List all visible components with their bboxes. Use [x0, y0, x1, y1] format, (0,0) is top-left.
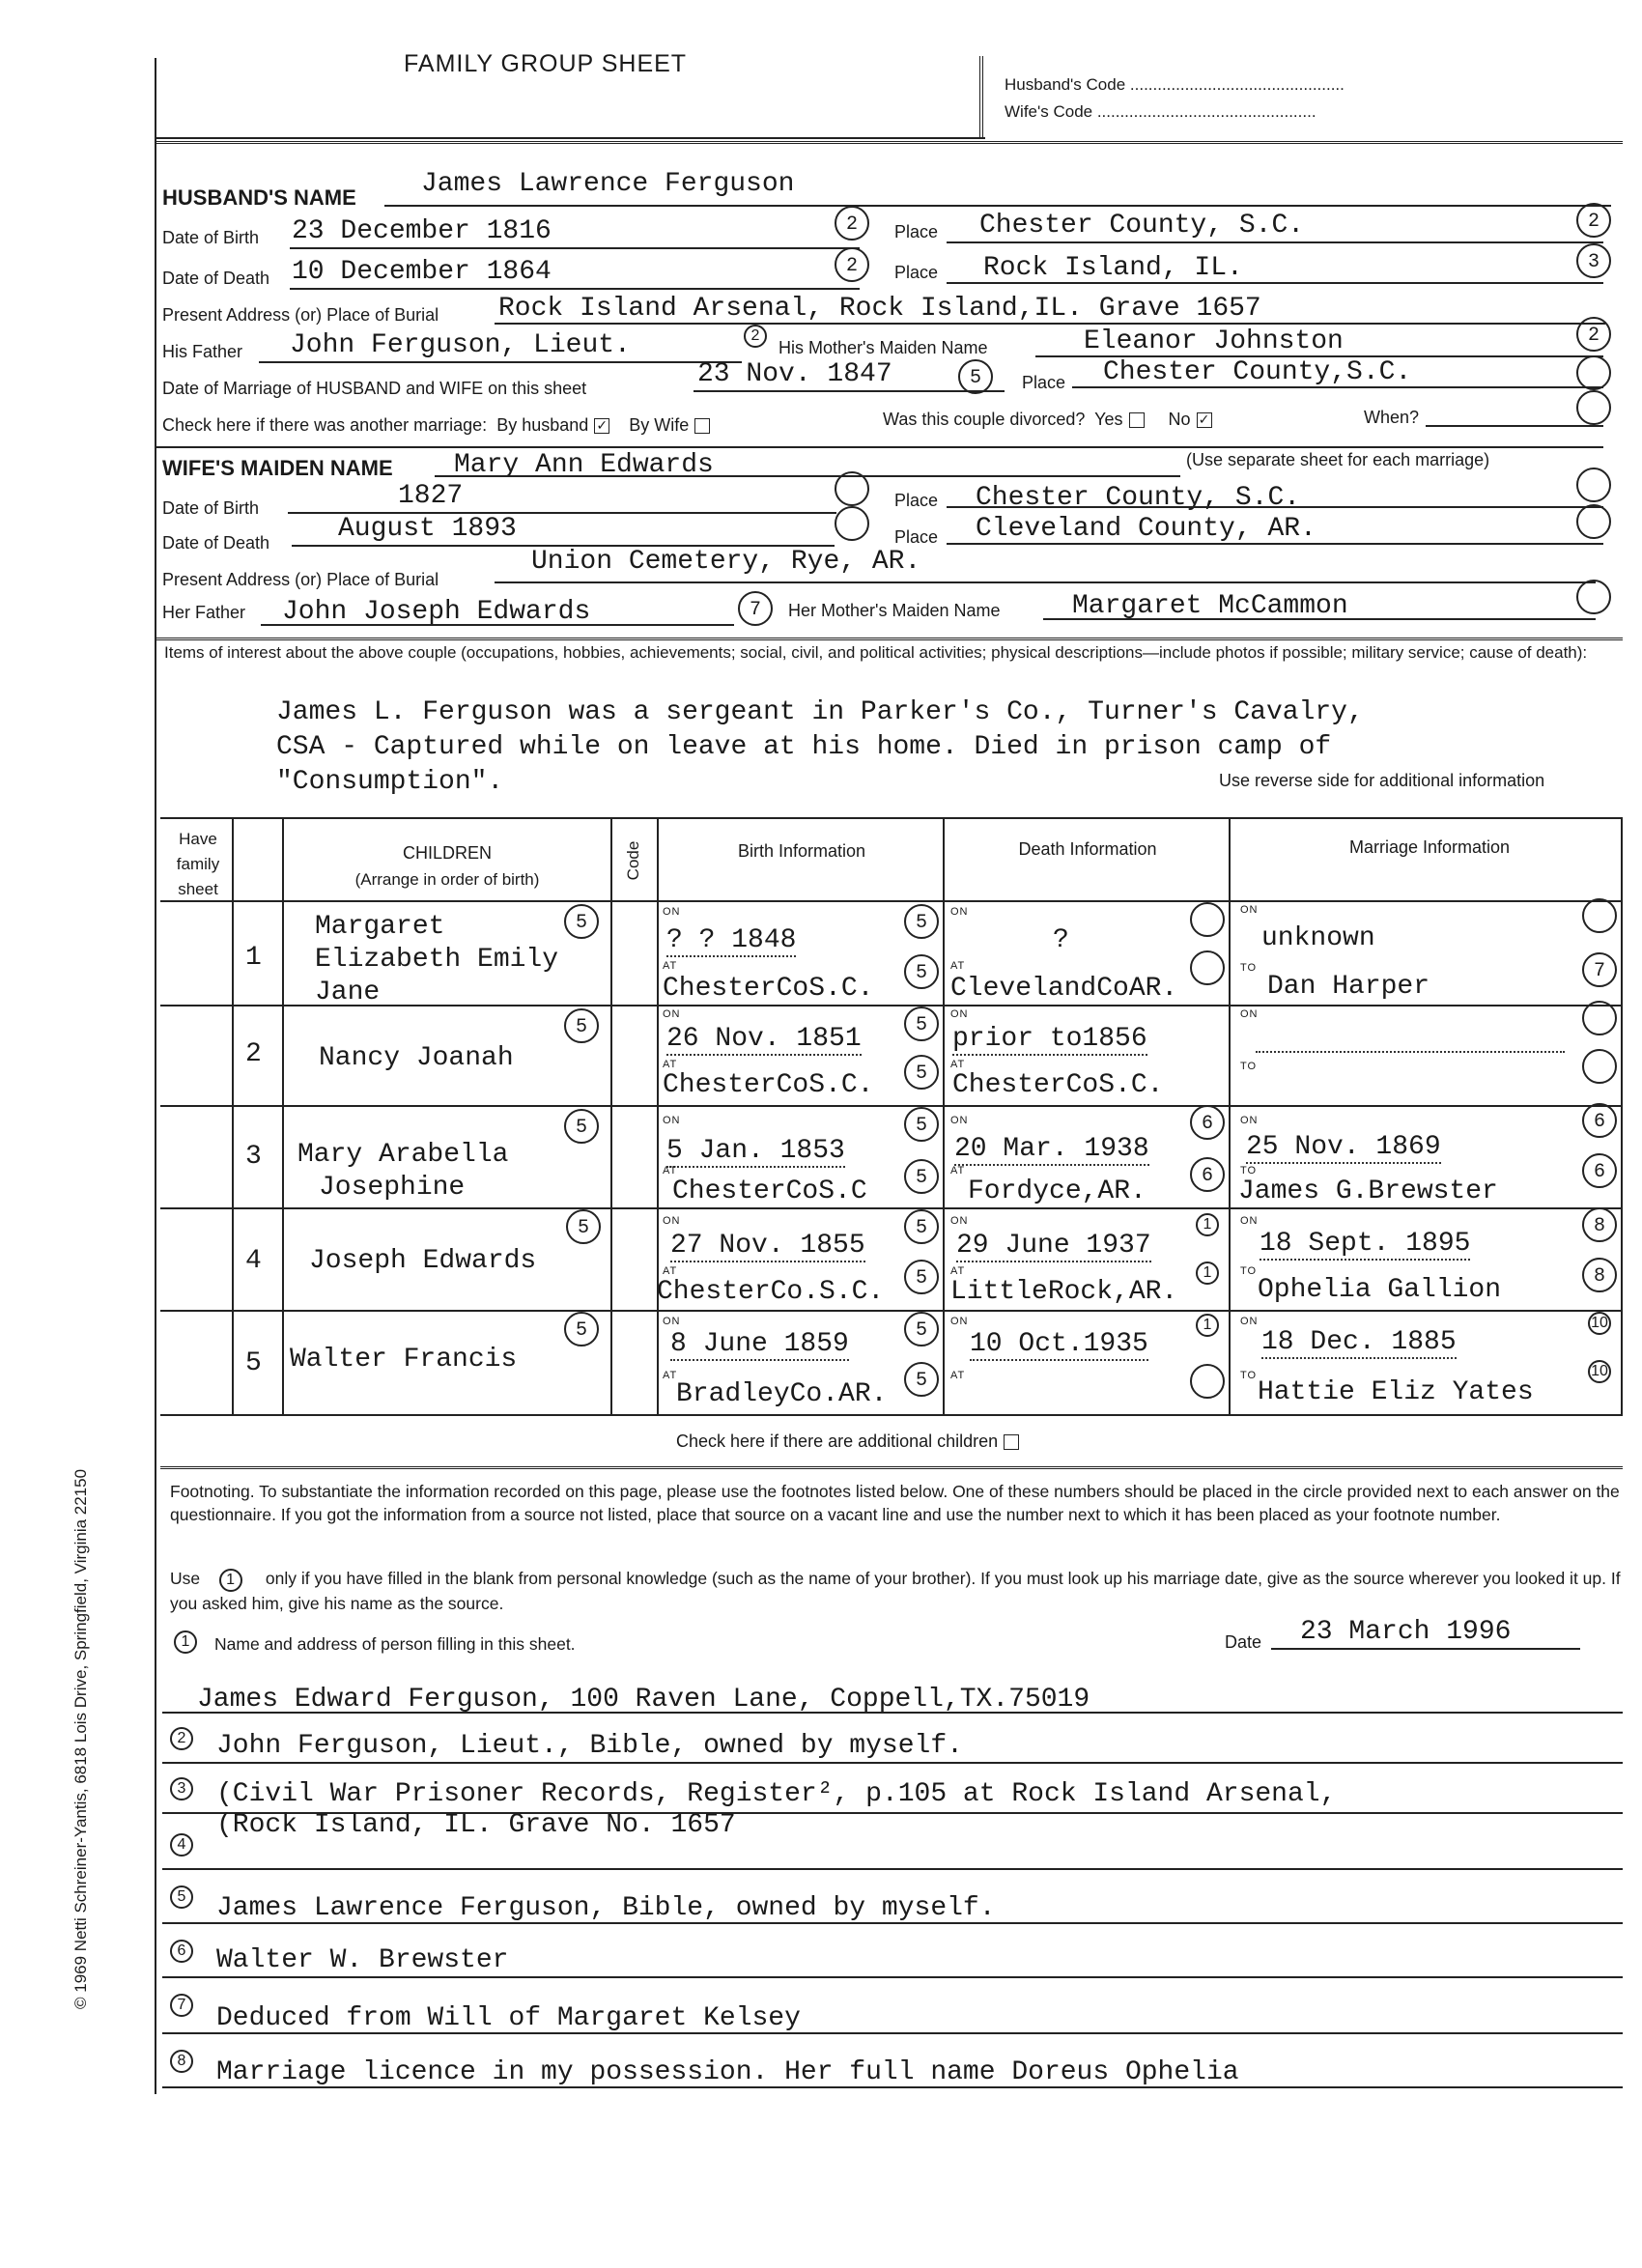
wife-burial-line	[495, 581, 1596, 583]
death-at-footnote[interactable]	[1190, 1364, 1225, 1399]
footnote-number: 7	[170, 1994, 193, 2017]
birth-on[interactable]: 5 Jan. 1853	[666, 1136, 845, 1166]
col-divider	[657, 817, 659, 1414]
husband-death-place-line	[947, 282, 1603, 284]
wife-name-line	[435, 475, 1180, 477]
birth-at[interactable]: ChesterCoS.C.	[663, 1070, 874, 1100]
birth-at[interactable]: BradleyCo.AR.	[676, 1379, 888, 1409]
interest-line-1[interactable]: James L. Ferguson was a sergeant in Parker's Co., Turner's Cavalry,	[276, 697, 1364, 727]
husband-birth-place-line	[947, 241, 1603, 243]
col-divider	[1229, 817, 1231, 1414]
husband-death-footnote[interactable]: 2	[835, 247, 869, 282]
footnote-text[interactable]: James Lawrence Ferguson, Bible, owned by myself.	[216, 1893, 996, 1923]
husband-father-label: His Father	[162, 342, 243, 361]
header-have-family: Have family sheet	[176, 830, 220, 898]
wife-mother[interactable]: Margaret McCammon	[1072, 591, 1348, 621]
death-at-label: AT	[950, 1265, 966, 1277]
marriage-place-footnote[interactable]	[1576, 355, 1611, 390]
husband-burial-label: Present Address (or) Place of Burial	[162, 305, 439, 325]
marriage-on-label: ON	[1240, 1316, 1259, 1327]
marriage-place-line	[1072, 386, 1603, 388]
footnote-line	[162, 1868, 1623, 1870]
additional-children-checkbox[interactable]	[1004, 1434, 1019, 1450]
wife-death-label: Date of Death	[162, 533, 270, 553]
footnote-text[interactable]: John Ferguson, Lieut., Bible, owned by myself.	[216, 1731, 963, 1761]
col-divider	[610, 817, 612, 1414]
marriage-on-label: ON	[1240, 1215, 1259, 1227]
wife-name-value[interactable]: Mary Ann Edwards	[454, 450, 714, 480]
child-name-footnote[interactable]: 5	[564, 1008, 599, 1043]
death-at-label: AT	[950, 1059, 966, 1070]
marriage-on[interactable]: 25 Nov. 1869	[1246, 1132, 1441, 1162]
death-at[interactable]: ClevelandCoAR.	[950, 974, 1178, 1004]
footnote-line	[162, 1762, 1623, 1764]
wife-death-date[interactable]: August 1893	[338, 514, 517, 544]
husband-birth-place-label: Place	[894, 222, 939, 241]
footnote-line	[162, 1976, 1623, 1978]
wife-name-label: WIFE'S MAIDEN NAME	[162, 456, 393, 480]
row-divider	[160, 1105, 1623, 1107]
death-on-label: ON	[950, 1115, 969, 1126]
header-children-sub: (Arrange in order of birth)	[354, 870, 540, 889]
wife-death-place[interactable]: Cleveland County, AR.	[976, 514, 1316, 544]
husband-name-label: HUSBAND'S NAME	[162, 185, 356, 210]
birth-at-footnote[interactable]: 5	[904, 1159, 939, 1194]
husband-death-line	[290, 288, 860, 290]
child-name-footnote[interactable]: 5	[564, 1109, 599, 1144]
row-divider	[160, 1310, 1623, 1312]
marriage-to-footnote[interactable]: 7	[1582, 952, 1617, 987]
copyright-notice: © 1969 Netti Schreiner-Yantis, 6818 Lois Drive, Springfield, Virginia 22150	[71, 1468, 90, 2009]
birth-at[interactable]: ChesterCo.S.C.	[657, 1277, 885, 1307]
footnote-line	[162, 2032, 1623, 2034]
marriage-to-footnote[interactable]: 10	[1588, 1360, 1611, 1383]
husband-death-place-footnote[interactable]: 3	[1576, 243, 1611, 278]
death-on-label: ON	[950, 1316, 969, 1327]
footnote-number: 5	[170, 1885, 193, 1909]
husband-birth-place[interactable]: Chester County, S.C.	[979, 211, 1305, 241]
birth-on-footnote[interactable]: 5	[904, 904, 939, 939]
divorce-label: Was this couple divorced? Yes No ✓	[883, 410, 1212, 430]
death-on-label: ON	[950, 906, 969, 918]
col-divider	[232, 817, 234, 1414]
husband-death-label: Date of Death	[162, 269, 270, 288]
marriage-on-footnote[interactable]: 6	[1582, 1103, 1617, 1138]
footnote-number: 2	[170, 1727, 193, 1750]
birth-on[interactable]: 26 Nov. 1851	[666, 1024, 862, 1054]
birth-on-label: ON	[663, 906, 681, 918]
child-number: 1	[245, 943, 262, 973]
death-on[interactable]: 10 Oct.1935	[970, 1329, 1148, 1359]
birth-at-label: AT	[663, 1059, 678, 1070]
additional-children-label: Check here if there are additional children	[676, 1432, 1019, 1452]
birth-at-label: AT	[663, 1370, 678, 1381]
husband-mother-label: His Mother's Maiden Name	[779, 338, 988, 357]
sheet-date[interactable]: 23 March 1996	[1300, 1617, 1512, 1647]
wife-father-footnote[interactable]: 7	[738, 591, 773, 626]
husband-mother-footnote[interactable]: 2	[1576, 317, 1611, 352]
wife-mother-footnote[interactable]	[1576, 580, 1611, 614]
death-on[interactable]: 29 June 1937	[956, 1231, 1151, 1261]
wife-death-place-label: Place	[894, 527, 939, 547]
death-at-footnote[interactable]: 1	[1196, 1262, 1219, 1285]
death-on-footnote[interactable]: 6	[1190, 1105, 1225, 1140]
death-on-label: ON	[950, 1008, 969, 1020]
birth-at[interactable]: ChesterCoS.C.	[663, 974, 874, 1004]
codes-box	[979, 56, 1621, 139]
wife-birth-place-line	[947, 506, 1603, 508]
death-at[interactable]: Fordyce,AR.	[968, 1177, 1147, 1206]
birth-at-footnote[interactable]: 5	[904, 1055, 939, 1090]
marriage-to[interactable]: James G.Brewster	[1238, 1177, 1498, 1206]
form-title: FAMILY GROUP SHEET	[404, 50, 688, 77]
husband-section-divider	[155, 446, 1603, 448]
header-birth: Birth Information	[737, 841, 866, 861]
marriage-date[interactable]: 23 Nov. 1847	[697, 359, 892, 389]
header-children: CHILDREN	[402, 843, 492, 863]
death-at-label: AT	[950, 960, 966, 972]
row-divider	[160, 1207, 1623, 1209]
marriage-to[interactable]: Dan Harper	[1267, 972, 1430, 1002]
divorce-yes-checkbox[interactable]	[1129, 412, 1145, 428]
marriage-on-footnote[interactable]: 8	[1582, 1207, 1617, 1242]
child-name[interactable]: Josephine	[319, 1173, 466, 1203]
wife-father-label: Her Father	[162, 603, 246, 622]
wife-father[interactable]: John Joseph Edwards	[282, 597, 591, 627]
footnote-1-text[interactable]: James Edward Ferguson, 100 Raven Lane, Coppell,TX.75019	[197, 1685, 1090, 1715]
reverse-note: Use reverse side for additional information	[1219, 771, 1545, 790]
col-divider	[282, 817, 284, 1414]
husband-birth-line	[290, 247, 860, 249]
wife-birth-date[interactable]: 1827	[398, 481, 464, 511]
marriage-on-footnote[interactable]	[1582, 898, 1617, 933]
death-on[interactable]: prior to1856	[952, 1024, 1147, 1054]
death-at[interactable]: ChesterCoS.C.	[952, 1070, 1164, 1100]
marriage-on-label: ON	[1240, 1115, 1259, 1126]
husband-birth-label: Date of Birth	[162, 228, 260, 247]
marriage-on-footnote[interactable]	[1582, 1001, 1617, 1035]
child-name-footnote[interactable]: 5	[566, 1209, 601, 1244]
when-line	[1426, 425, 1603, 427]
col-divider	[1621, 817, 1623, 1414]
interest-line-2[interactable]: CSA - Captured while on leave at his home. Died in prison camp of	[276, 732, 1332, 762]
table-bottom	[160, 1414, 1623, 1416]
husband-birth-footnote[interactable]: 2	[835, 206, 869, 241]
husband-name-value[interactable]: James Lawrence Ferguson	[421, 169, 795, 199]
wife-birth-place-label: Place	[894, 491, 939, 510]
footnote-1-label: Name and address of person filling in this sheet.	[214, 1634, 576, 1654]
child-name[interactable]: Jane	[315, 978, 381, 1007]
wifes-code-field[interactable]: Wife's Code ................................................	[1005, 102, 1316, 121]
birth-on-label: ON	[663, 1215, 681, 1227]
wife-burial-label: Present Address (or) Place of Burial	[162, 570, 439, 589]
footnote-intro: Footnoting. To substantiate the information recorded on this page, please use the footnotes listed below. One of these numbers should be placed in the circle provided next to each answer on the questionnaire. If you got the information from a source not listed, place that source on a vacant line and use the number next to which it has been placed as your footnote number.	[170, 1482, 1620, 1524]
footnote-number: 4	[170, 1833, 193, 1857]
header-marriage: Marriage Information	[1348, 837, 1511, 857]
marriage-date-label: Date of Marriage of HUSBAND and WIFE on this sheet	[162, 379, 587, 398]
wife-birth-place[interactable]: Chester County, S.C.	[976, 483, 1301, 513]
death-on[interactable]: 20 Mar. 1938	[954, 1134, 1149, 1164]
child-name[interactable]: Joseph Edwards	[309, 1246, 537, 1276]
marriage-to-label: TO	[1240, 1370, 1258, 1381]
birth-on[interactable]: 8 June 1859	[670, 1329, 849, 1359]
marriage-to-label: TO	[1240, 1061, 1258, 1072]
divorce-no-checkbox[interactable]: ✓	[1197, 412, 1212, 428]
other-marriage-label: Check here if there was another marriage: By husband ✓ By Wife	[162, 415, 710, 436]
death-on-footnote[interactable]: 1	[1196, 1213, 1219, 1236]
footnote-text[interactable]: Marriage licence in my possession. Her full name Doreus Ophelia	[216, 2057, 1239, 2087]
child-name[interactable]: Elizabeth Emily	[315, 945, 559, 975]
death-on[interactable]: ?	[1053, 925, 1069, 955]
marriage-on[interactable]: unknown	[1261, 923, 1375, 953]
marriage-date-footnote[interactable]: 5	[958, 359, 993, 394]
wife-death-place-line	[947, 543, 1603, 545]
footnote-number: 3	[170, 1777, 193, 1800]
wife-death-footnote[interactable]	[835, 506, 869, 541]
when-footnote[interactable]	[1576, 390, 1611, 425]
child-name[interactable]: Nancy Joanah	[319, 1043, 514, 1073]
col-divider	[943, 817, 945, 1414]
birth-at-label: AT	[663, 960, 678, 972]
child-number: 3	[245, 1142, 262, 1172]
header-death: Death Information	[1018, 839, 1157, 859]
death-at-footnote[interactable]	[1190, 950, 1225, 985]
wife-father-line	[261, 624, 734, 626]
marriage-on-label: ON	[1240, 1008, 1259, 1020]
child-name[interactable]: Mary Arabella	[297, 1140, 509, 1170]
wife-birth-place-footnote[interactable]	[1576, 468, 1611, 502]
footnote-text[interactable]: (Civil War Prisoner Records, Register², p.105 at Rock Island Arsenal,	[216, 1779, 1337, 1809]
wife-birth-footnote[interactable]	[835, 471, 869, 506]
marriage-to-label: TO	[1240, 962, 1258, 974]
marriage-on-footnote[interactable]: 10	[1588, 1312, 1611, 1335]
wife-section-divider	[155, 638, 1623, 640]
marriage-to-footnote[interactable]: 8	[1582, 1258, 1617, 1292]
child-number: 5	[245, 1348, 262, 1378]
marriage-to-label: TO	[1240, 1265, 1258, 1277]
header-code: Code	[624, 840, 642, 881]
header-divider	[155, 141, 1623, 144]
footnote-divider	[160, 1466, 1623, 1469]
husband-father[interactable]: John Ferguson, Lieut.	[290, 330, 631, 360]
birth-at-label: AT	[663, 1265, 678, 1277]
wife-death-place-footnote[interactable]	[1576, 504, 1611, 539]
birth-at-footnote[interactable]: 5	[904, 1362, 939, 1397]
birth-on[interactable]: 27 Nov. 1855	[670, 1231, 865, 1261]
marriage-to[interactable]: Hattie Eliz Yates	[1258, 1377, 1534, 1407]
child-number: 4	[245, 1246, 262, 1276]
marriage-on[interactable]	[1256, 1026, 1565, 1053]
birth-at[interactable]: ChesterCoS.C	[672, 1177, 867, 1206]
footnote-line	[162, 1712, 1623, 1714]
marriage-to-footnote[interactable]: 6	[1582, 1153, 1617, 1188]
separate-sheet-note: (Use separate sheet for each marriage)	[1186, 450, 1490, 469]
marriage-on-label: ON	[1240, 904, 1259, 916]
husband-father-line	[259, 361, 742, 363]
wife-burial[interactable]: Union Cemetery, Rye, AR.	[531, 547, 921, 577]
footnote-number: 6	[170, 1940, 193, 1963]
husband-burial-line	[495, 323, 1605, 325]
husband-mother[interactable]: Eleanor Johnston	[1084, 326, 1344, 356]
footnote-use-text: Use 1 only if you have filled in the blank from personal knowledge (such as the name of your brother). If you must look up his marriage date, give as the source wherever you looked it up. If you asked him, give his name as the source.	[170, 1569, 1621, 1613]
child-name[interactable]: Walter Francis	[290, 1345, 518, 1375]
husband-burial[interactable]: Rock Island Arsenal, Rock Island,IL. Grave 1657	[498, 294, 1261, 324]
husband-birth-date[interactable]: 23 December 1816	[292, 216, 552, 246]
birth-at-footnote[interactable]: 5	[904, 954, 939, 989]
marriage-to-footnote[interactable]	[1582, 1049, 1617, 1084]
wife-birth-label: Date of Birth	[162, 498, 260, 518]
table-top	[160, 817, 1623, 819]
marriage-on[interactable]: 18 Sept. 1895	[1260, 1229, 1471, 1259]
footnote-line	[162, 2086, 1623, 2088]
marriage-place-label: Place	[1022, 373, 1066, 392]
husband-death-date[interactable]: 10 December 1864	[292, 257, 552, 287]
birth-on-label: ON	[663, 1316, 681, 1327]
birth-on-label: ON	[663, 1008, 681, 1020]
interest-line-3[interactable]: "Consumption".	[276, 767, 504, 797]
death-at-label: AT	[950, 1370, 966, 1381]
birth-on-footnote[interactable]: 5	[904, 1107, 939, 1142]
husband-death-place-label: Place	[894, 263, 939, 282]
child-name[interactable]: Margaret	[315, 912, 445, 942]
wife-mother-line	[1043, 618, 1596, 620]
footnote-number: 8	[170, 2050, 193, 2073]
marriage-to[interactable]: Ophelia Gallion	[1258, 1275, 1502, 1305]
birth-on-label: ON	[663, 1115, 681, 1126]
birth-at-footnote[interactable]: 5	[904, 1260, 939, 1294]
birth-at-label: AT	[663, 1165, 678, 1177]
death-at[interactable]: LittleRock,AR.	[950, 1277, 1178, 1307]
child-name-footnote[interactable]: 5	[564, 904, 599, 939]
wife-mother-label: Her Mother's Maiden Name	[788, 601, 1001, 620]
birth-on-footnote[interactable]: 5	[904, 1006, 939, 1041]
husbands-code-field[interactable]: Husband's Code ...............................................	[1005, 75, 1345, 94]
child-name-footnote[interactable]: 5	[564, 1312, 599, 1347]
footnote-text[interactable]: Deduced from Will of Margaret Kelsey	[216, 2003, 801, 2033]
death-on-footnote[interactable]	[1190, 902, 1225, 937]
marriage-to-label: TO	[1240, 1165, 1258, 1177]
husband-death-place[interactable]: Rock Island, IL.	[983, 253, 1243, 283]
by-wife-checkbox[interactable]	[694, 418, 710, 434]
death-on-footnote[interactable]: 1	[1196, 1314, 1219, 1337]
sheet-date-label: Date	[1225, 1632, 1262, 1652]
interest-label: Items of interest about the above couple (occupations, hobbies, achievements; social, civil, and political activities; physical descriptions—include photos if possible; military service; cause of death):	[164, 643, 1588, 662]
footnote-text[interactable]: Walter W. Brewster	[216, 1945, 509, 1975]
sheet-date-line	[1271, 1648, 1580, 1650]
table-header-bottom	[160, 900, 1623, 902]
husband-name-line	[384, 205, 1611, 207]
by-husband-checkbox[interactable]: ✓	[594, 418, 609, 434]
birth-on-footnote[interactable]: 5	[904, 1312, 939, 1347]
footnote-line	[162, 1922, 1623, 1924]
death-at-footnote[interactable]: 6	[1190, 1157, 1225, 1192]
when-label: When?	[1364, 408, 1420, 427]
birth-on-footnote[interactable]: 5	[904, 1209, 939, 1244]
child-number: 2	[245, 1039, 262, 1069]
birth-on[interactable]: ? ? 1848	[666, 925, 797, 955]
marriage-date-line	[694, 390, 1005, 392]
marriage-place[interactable]: Chester County,S.C.	[1103, 357, 1412, 387]
death-at-label: AT	[950, 1165, 966, 1177]
marriage-on[interactable]: 18 Dec. 1885	[1261, 1327, 1457, 1357]
footnote-text[interactable]: (Rock Island, IL. Grave No. 1657	[216, 1810, 736, 1840]
death-on-label: ON	[950, 1215, 969, 1227]
footnote-1-marker: 1	[174, 1630, 197, 1654]
husband-birth-place-footnote[interactable]: 2	[1576, 203, 1611, 238]
husband-father-footnote[interactable]: 2	[744, 325, 767, 348]
